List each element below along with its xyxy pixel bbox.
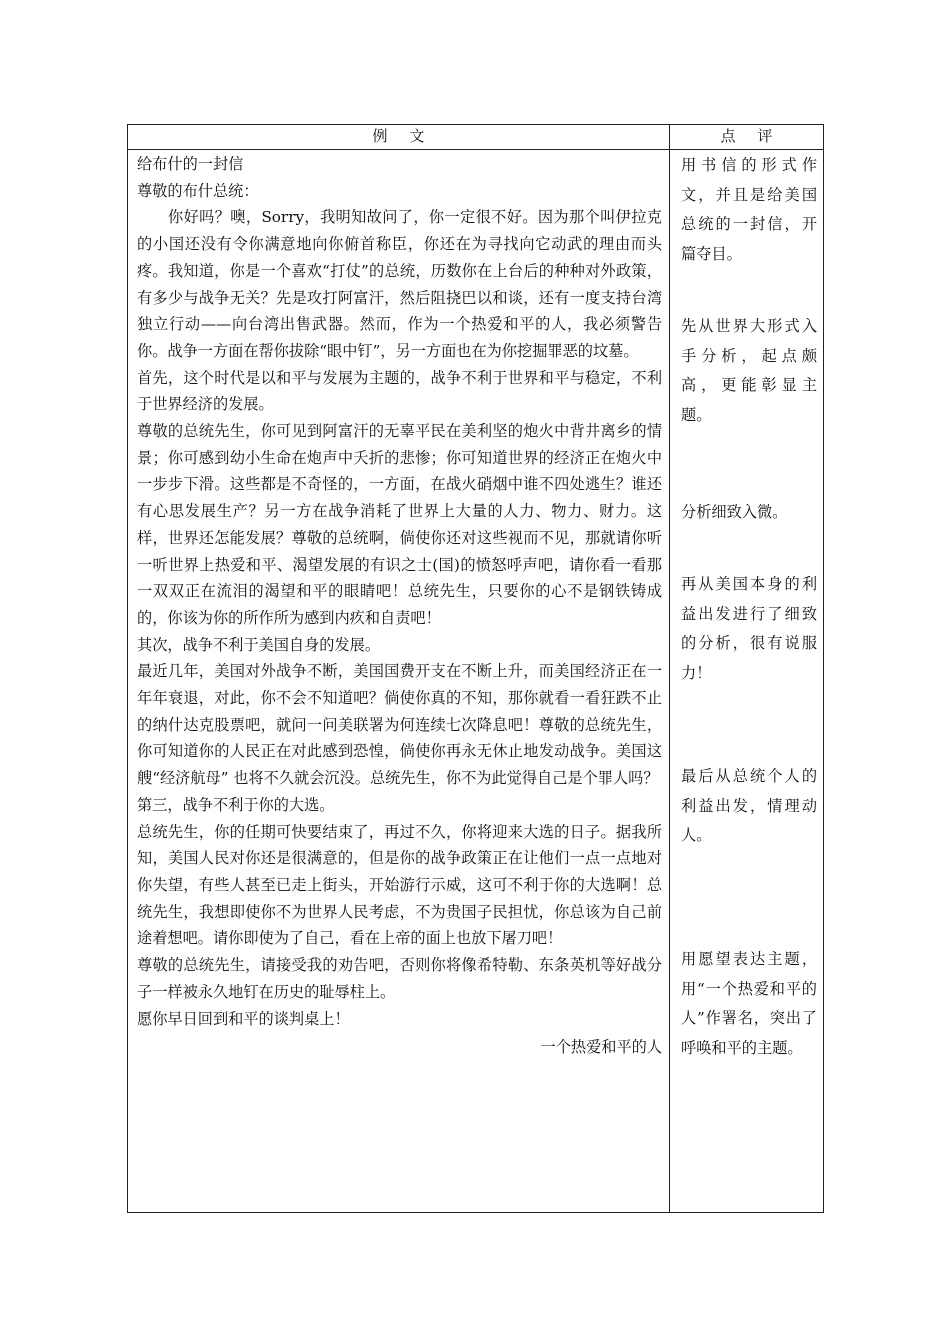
comment-note: 分析细致入微。 xyxy=(681,503,788,521)
comment-column-header: 点评 xyxy=(720,127,795,145)
essay-column-header: 例文 xyxy=(372,127,447,145)
essay-salutation: 尊敬的布什总统： xyxy=(137,181,259,200)
header-divider xyxy=(128,149,823,150)
comment-note: 先从世界大形式入手分析，起点颇高，更能彰显主题。 xyxy=(681,317,817,424)
essay-signature: 一个热爱和平的人 xyxy=(540,1038,662,1057)
essay-title: 给布什的一封信 xyxy=(137,155,244,173)
essay-paragraph: 第三，战争不利于你的大选。 xyxy=(137,795,335,814)
comment-note: 再从美国本身的利益出发进行了细致的分析，很有说服力！ xyxy=(681,575,817,682)
essay-paragraph: 首先，这个时代是以和平与发展为主题的，战争不利于世界和平与稳定，不利于世界经济的发展。 xyxy=(137,368,662,414)
essay-paragraph: 愿你早日回到和平的谈判桌上！ xyxy=(137,1009,350,1028)
essay-review-table xyxy=(127,124,824,1213)
essay-paragraph: 你好吗？噢，Sorry，我明知故问了，你一定很不好。因为那个叫伊拉克的小国还没有令你满意地向你俯首称臣，你还在为寻找向它动武的理由而头疼。我知道，你是一个喜欢“打仗”的总统，历数你在上台后的种种对外政策，有多少与战争无关？先是攻打阿富汗，然后阻挠巴以和谈，还有一度支持台湾独立行动——向台湾出售武器。然而，作为一个热爱和平的人，我必须警告你。战争一方面在帮你拔除“眼中钉”，另一方面也在为你挖掘罪恶的坟墓。 xyxy=(137,208,662,360)
essay-text xyxy=(137,151,662,1061)
essay-paragraph: 尊敬的总统先生，请接受我的劝告吧，否则你将像希特勒、东条英机等好战分子一样被永久地钉在历史的耻辱柱上。 xyxy=(137,956,662,1001)
column-divider xyxy=(669,125,670,1212)
comment-note: 用愿望表达主题，用“一个热爱和平的人”作署名，突出了呼唤和平的主题。 xyxy=(681,950,817,1057)
comment-note: 用书信的形式作文，并且是给美国总统的一封信，开篇夺目。 xyxy=(681,156,817,263)
essay-paragraph: 总统先生，你的任期可快要结束了，再过不久，你将迎来大选的日子。据我所知，美国人民对你还是很满意的，但是你的战争政策正在让他们一点一点地对你失望，有些人甚至已走上街头，开始游行示威，这可不利于你的大选啊！总统先生，我想即使你不为世界人民考虑，不为贵国子民担忧，你总该为自己前途着想吧。请你即使为了自己，看在上帝的面上也放下屠刀吧！ xyxy=(137,822,662,948)
comment-note: 最后从总统个人的利益出发，情理动人。 xyxy=(681,767,817,844)
essay-paragraph: 最近几年，美国对外战争不断，美国国费开支在不断上升，而美国经济正在一年年衰退，对此，你不会不知道吧？倘使你真的不知，那你就看一看狂跌不止的纳什达克股票吧，就问一问美联署为何连续七次降息吧！尊敬的总统先生，你可知道你的人民正在对此感到恐惶，倘使你再永无休止地发动战争。美国这艘“经济航母” 也将不久就会沉没。总统先生，你不为此觉得自己是个罪人吗？ xyxy=(137,662,662,788)
essay-paragraph: 其次，战争不利于美国自身的发展。 xyxy=(137,635,380,654)
essay-paragraph: 尊敬的总统先生，你可见到阿富汗的无辜平民在美利坚的炮火中背井离乡的情景；你可感到幼小生命在炮声中夭折的悲惨；你可知道世界的经济正在炮火中一步步下滑。这些都是不奇怪的，一方面，在战火硝烟中谁不四处逃生？谁还有心思发展生产？另一方在战争消耗了世界上大量的人力、物力、财力。这样，世界还怎能发展？尊敬的总统啊，倘使你还对这些视而不见，那就请你听一听世界上热爱和平、渴望发展的有识之士(国)的愤怒呼声吧，请你看一看那一双双正在流泪的渴望和平的眼睛吧！总统先生，只要你的心不是钢铁铸成的，你该为你的所作所为感到内疚和自责吧！ xyxy=(137,422,662,627)
